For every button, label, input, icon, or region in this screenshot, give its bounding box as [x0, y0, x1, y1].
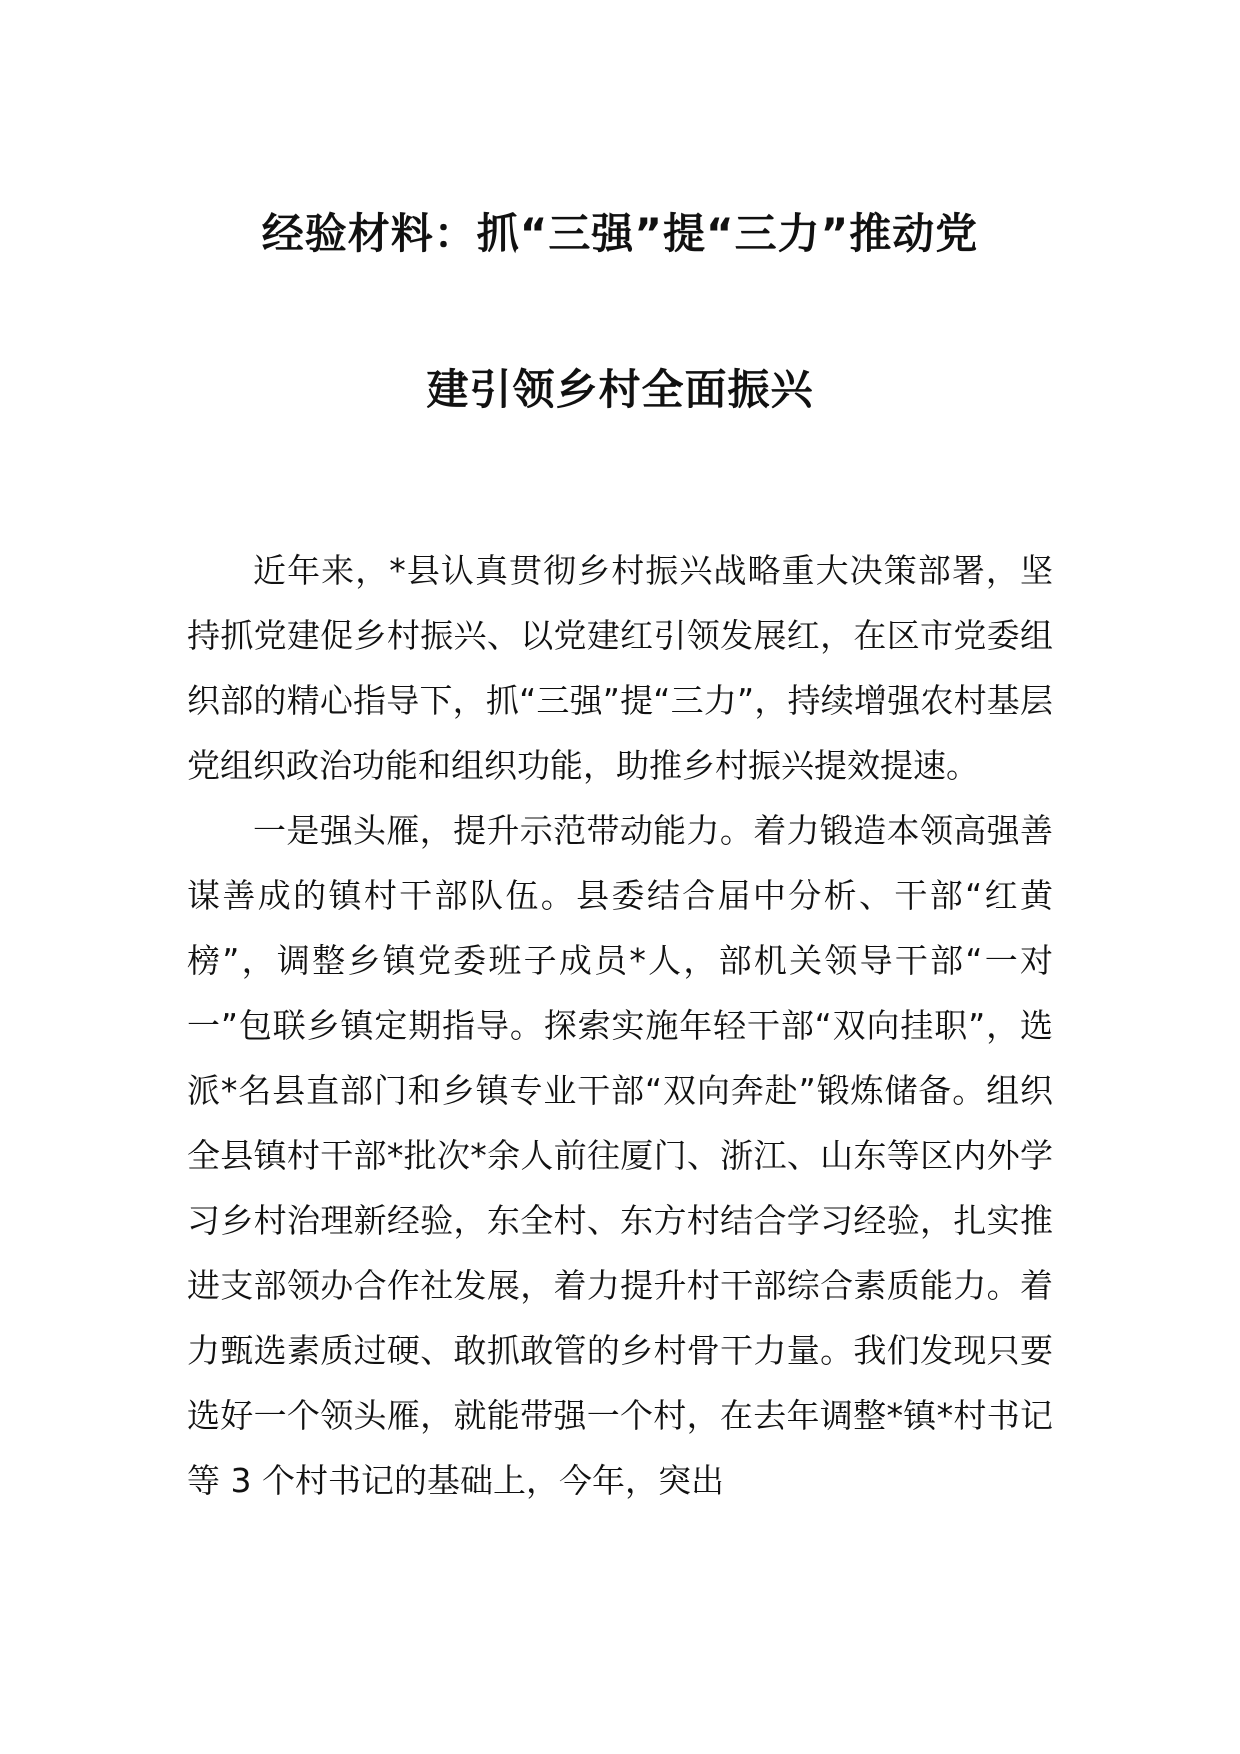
paragraph-intro: 近年来，*县认真贯彻乡村振兴战略重大决策部署，坚持抓党建促乡村振兴、以党建红引领发展红，在区市党委组织部的精心指导下，抓“三强”提“三力”，持续增强农村基层党组织政治功能和组织功能，助推乡村振兴提效提速。	[187, 551, 1053, 785]
document-title-line-2: 建引领乡村全面振兴	[426, 365, 814, 414]
document-body	[187, 538, 1053, 1513]
document-title-line-1: 经验材料：抓“三强”提“三力”推动党	[261, 209, 979, 258]
paragraph-strong-leaders: 一是强头雁，提升示范带动能力。着力锻造本领高强善谋善成的镇村干部队伍。县委结合届中分析、干部“红黄榜”，调整乡镇党委班子成员*人，部机关领导干部“一对一”包联乡镇定期指导。探索实施年轻干部“双向挂职”，选派*名县直部门和乡镇专业干部“双向奔赴”锻炼储备。组织全县镇村干部*批次*余人前往厦门、浙江、山东等区内外学习乡村治理新经验，东全村、东方村结合学习经验，扎实推进支部领办合作社发展，着力提升村干部综合素质能力。着力甄选素质过硬、敢抓敢管的乡村骨干力量。我们发现只要选好一个领头雁，就能带强一个村，在去年调整*镇*村书记等 3 个村书记的基础上，今年，突出	[187, 811, 1053, 1500]
